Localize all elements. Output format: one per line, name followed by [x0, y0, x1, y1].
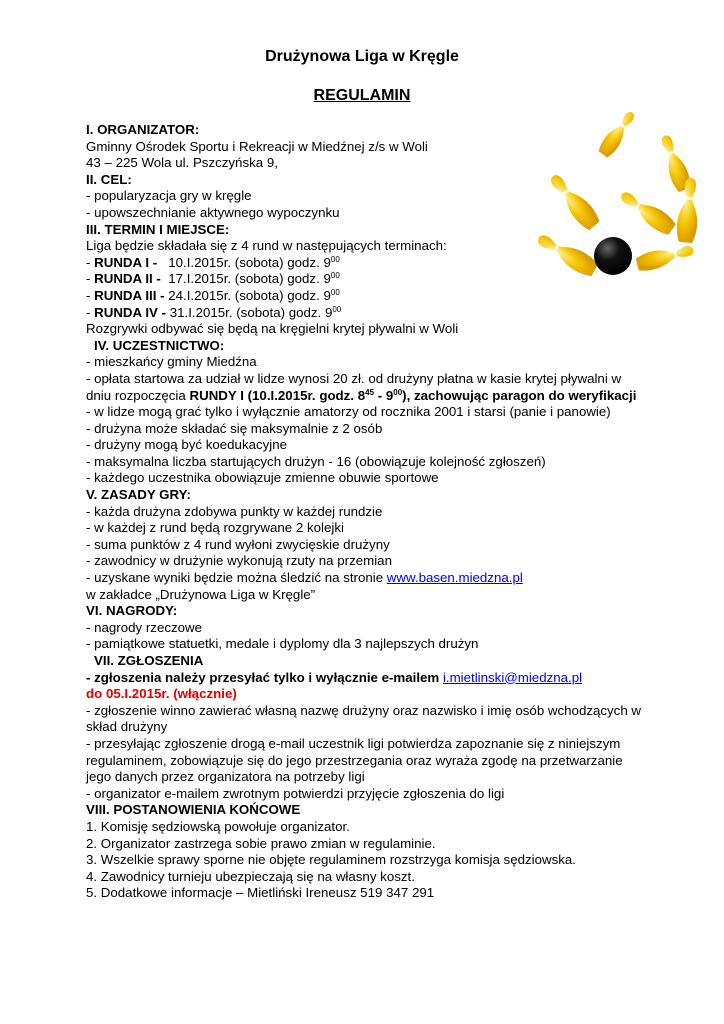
section-heading-schedule: III. TERMIN I MIEJSCE:	[86, 221, 230, 237]
list-item: - maksymalna liczba startujących drużyn - 16 (obowiązuje kolejność zgłoszeń)	[86, 453, 546, 469]
list-item: - zgłoszenie winno zawierać własną nazwę drużyny oraz nazwisko i imię osób wchodzących w skład drużyny	[86, 702, 642, 735]
list-item: - w każdej z rund będą rozgrywane 2 kolejki	[86, 520, 344, 536]
email-line: - zgłoszenia należy przesyłać tylko i wyłącznie e-mailem i.mietlinski@miedzna.pl	[86, 669, 583, 685]
section-heading-participants: IV. UCZESTNICTWO:	[94, 337, 225, 353]
email-link[interactable]: i.mietlinski@miedzna.pl	[442, 669, 583, 685]
list-item: - nagrody rzeczowe	[86, 619, 203, 635]
deadline-text: do 05.I.2015r. (włącznie)	[86, 686, 237, 702]
list-item: - upowszechnianie aktywnego wypoczynku	[86, 204, 340, 220]
age-paragraph: - w lidze mogą grać tylko i wyłącznie amatorzy od rocznika 2001 i starsi (panie i panowie)	[86, 404, 611, 420]
round-line: - RUNDA I - 10.I.2015r. (sobota) godz. $9^{00}$	[86, 254, 340, 270]
organizer-line: Gminny Ośrodek Sportu i Rekreacji w Miedźnej z/s w Woli	[86, 138, 428, 154]
fee-paragraph: - opłata startowa za udział w lidze wynosi 20 zł. od drużyny płatna w kasie krytej pływalni w dniu rozpoczęcia RUNDY I (10.I.2015r. godz. $8^{45} - 9^{00}$), zachowując paragon do weryfikacji	[86, 370, 637, 403]
list-item: - przesyłając zgłoszenie drogą e-mail uczestnik ligi potwierdza zapoznanie się z niniejszym regulaminem, zobowiązuje się do jego przestrzegania oraz wyraża zgodę na przetwarzanie jego danych przez organizatora na potrzeby ligi	[86, 735, 623, 785]
list-item: 4. Zawodnicy turnieju ubezpieczają się na własny koszt.	[86, 868, 415, 884]
list-item: - zawodnicy w drużynie wykonują rzuty na przemian	[86, 553, 392, 569]
list-item: 5. Dodatkowe informacje – Mietliński Ireneusz 519 347 291	[86, 885, 435, 901]
organizer-line: 43 – 225 Wola ul. Pszczyńska 9,	[86, 155, 278, 171]
section-heading-prizes: VI. NAGRODY:	[86, 603, 178, 619]
results-website-link[interactable]: www.basen.miedzna.pl	[386, 570, 523, 586]
list-item: - drużyna może składać się maksymalnie z 2 osób	[86, 420, 383, 436]
document-title: Drużynowa Liga w Kręgle	[265, 48, 459, 65]
regulations-body	[86, 122, 646, 902]
list-item: - suma punktów z 4 rund wyłoni zwycięskie drużyny	[86, 536, 390, 552]
list-item: - każdego uczestnika obowiązuje zmienne obuwie sportowe	[86, 470, 439, 486]
schedule-venue: Rozgrywki odbywać się będą na kręgielni krytej pływalni w Woli	[86, 321, 459, 337]
schedule-intro: Liga będzie składała się z 4 rund w następujących terminach:	[86, 238, 447, 254]
list-item: - drużyny mogą być koedukacyjne	[86, 437, 288, 453]
section-heading-final: VIII. POSTANOWIENIA KOŃCOWE	[86, 802, 301, 818]
list-item: 2. Organizator zastrzega sobie prawo zmian w regulaminie.	[86, 835, 436, 851]
list-item: 3. Wszelkie sprawy sporne nie objęte regulaminem rozstrzyga komisja sędziowska.	[86, 852, 576, 868]
round-line: - RUNDA III - 24.I.2015r. (sobota) godz. $9^{00}$	[86, 287, 340, 303]
document-subtitle: REGULAMIN	[313, 87, 411, 104]
tab-line: w zakładce „Drużynowa Liga w Kręgle”	[86, 586, 316, 602]
list-item: - każda drużyna zdobywa punkty w każdej rundzie	[86, 503, 383, 519]
list-item: - pamiątkowe statuetki, medale i dyplomy dla 3 najlepszych drużyn	[86, 636, 479, 652]
list-item: 1. Komisję sędziowską powołuje organizator.	[86, 818, 350, 834]
section-heading-entries: VII. ZGŁOSZENIA	[94, 653, 204, 668]
list-item: - organizator e-mailem zwrotnym potwierdzi przyjęcie zgłoszenia do ligi	[86, 785, 505, 801]
round-line: - RUNDA IV - 31.I.2015r. (sobota) godz. $9^{00}$	[86, 304, 342, 320]
list-item: - popularyzacja gry w kręgle	[86, 188, 252, 204]
section-heading-organizer: I. ORGANIZATOR:	[86, 122, 200, 137]
results-line: - uzyskane wyniki będzie można śledzić na stronie www.basen.miedzna.pl	[86, 570, 523, 586]
round-line: - RUNDA II - 17.I.2015r. (sobota) godz. $9^{00}$	[86, 271, 340, 287]
section-heading-rules: V. ZASADY GRY:	[86, 487, 191, 503]
section-heading-goal: II. CEL:	[86, 171, 132, 187]
list-item: - mieszkańcy gminy Miedźna	[86, 354, 257, 370]
